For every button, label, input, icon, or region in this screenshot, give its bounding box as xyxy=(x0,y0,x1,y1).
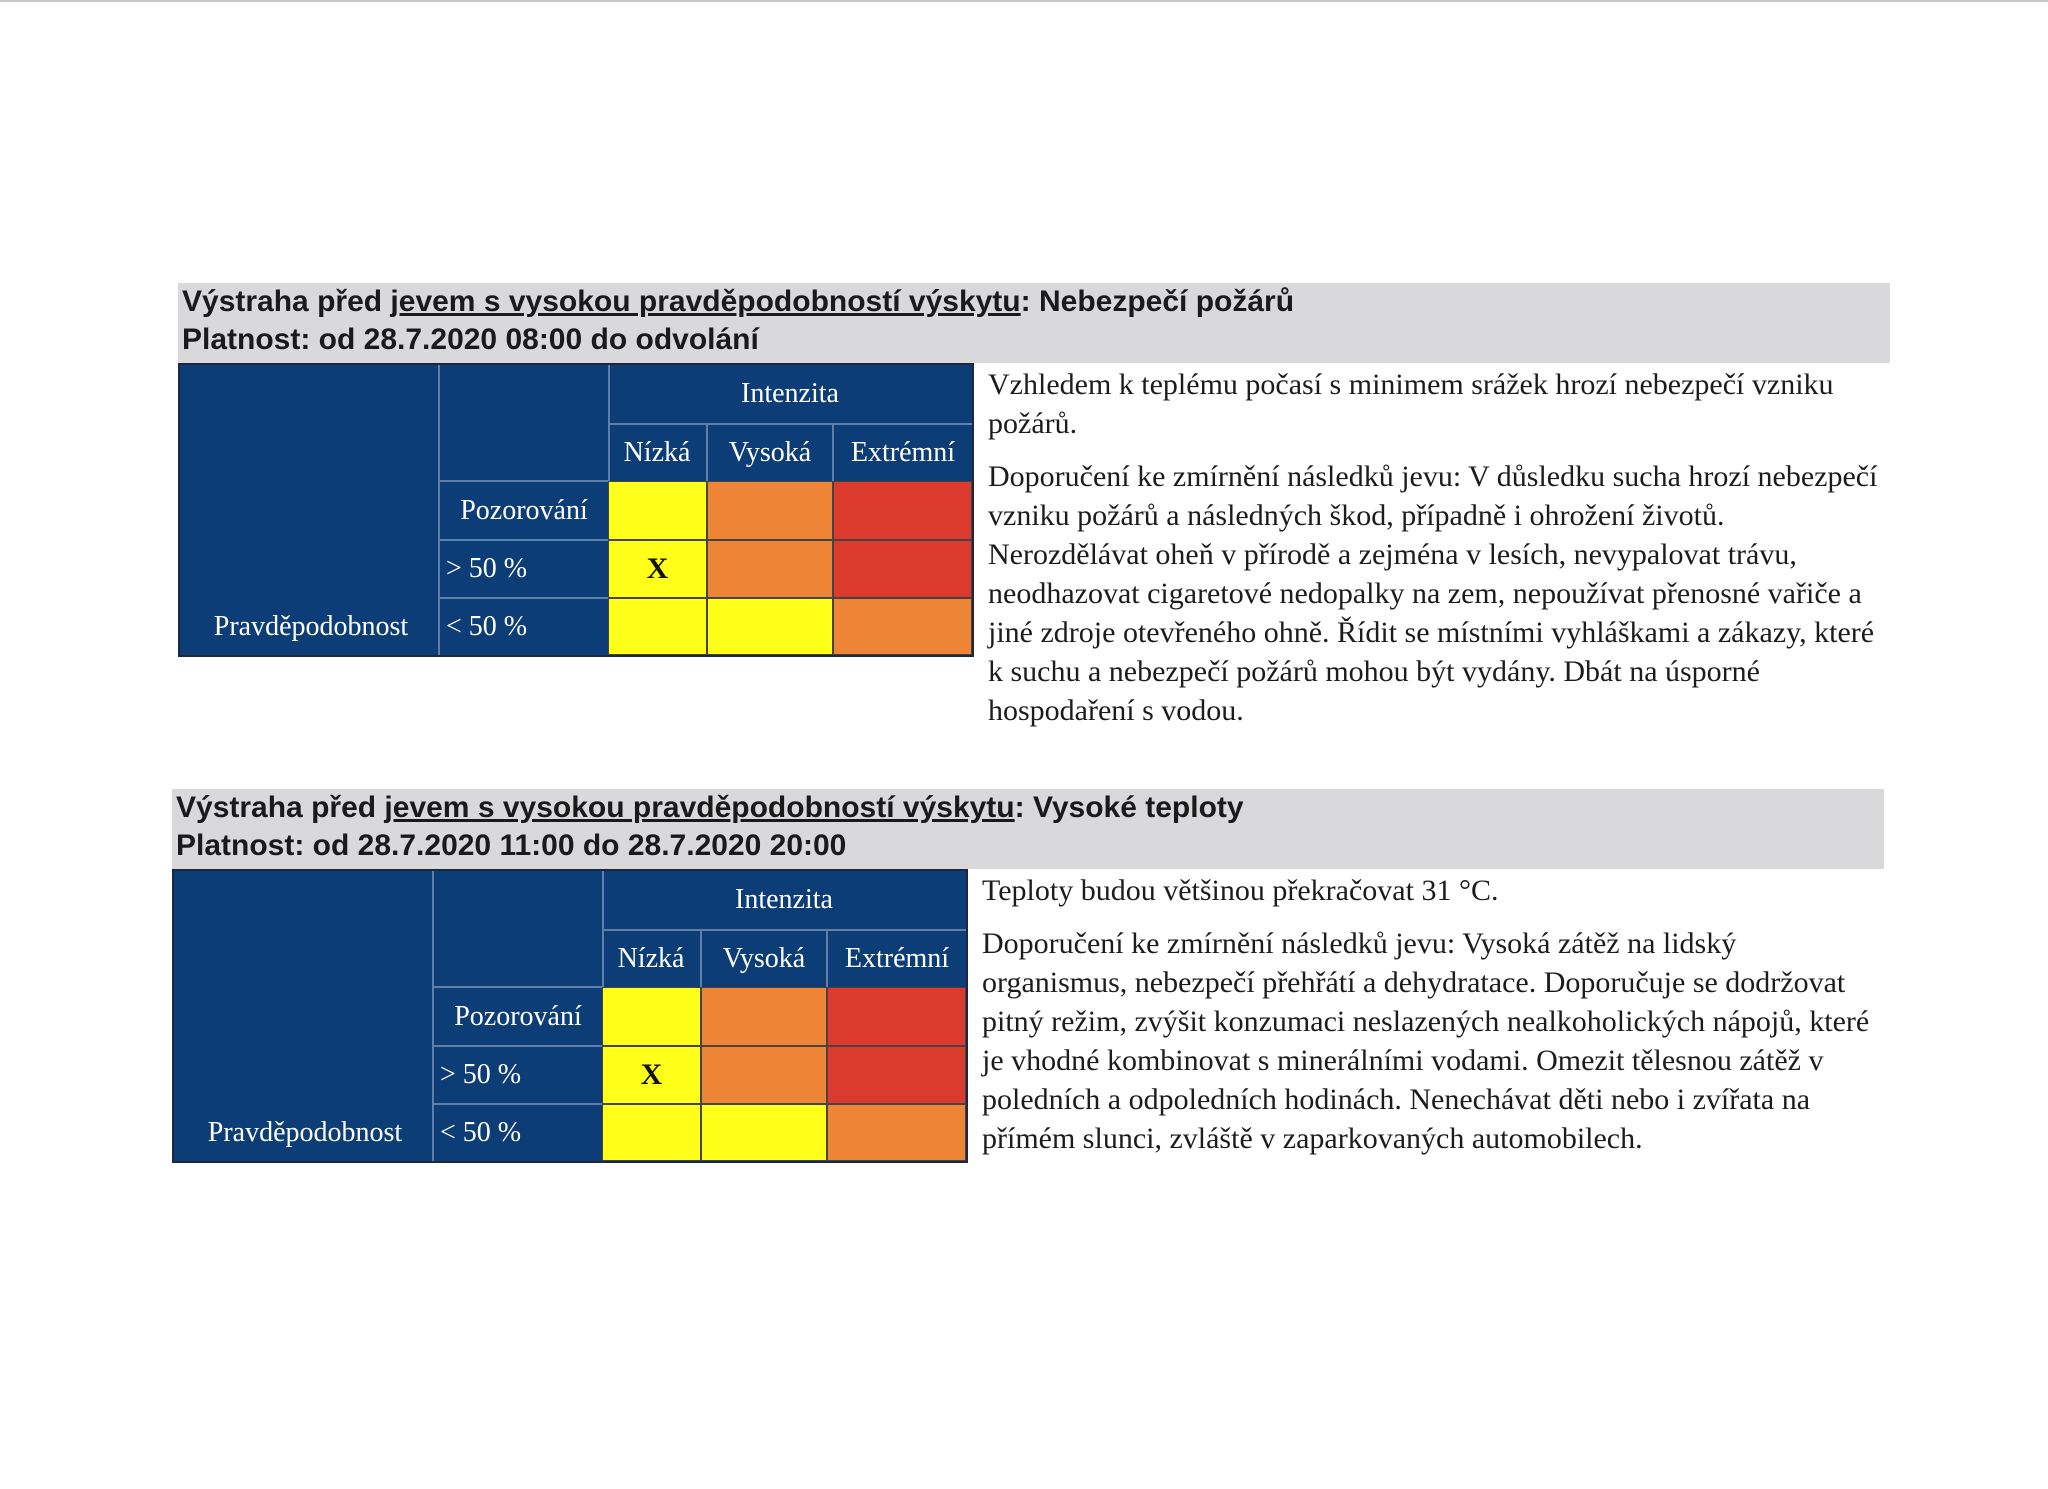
situation-text: Vzhledem k teplému počasí s minimem srážek hrozí nebezpečí vzniku požárů. xyxy=(988,368,1834,440)
cell-under50-low xyxy=(608,598,707,655)
cell-under50-low xyxy=(602,1104,701,1161)
cell-over50-extreme xyxy=(833,540,972,598)
warning-fire xyxy=(178,283,1890,727)
column-high: Vysoká xyxy=(722,942,806,974)
intensity-label: Intenzita xyxy=(741,378,839,409)
cell-under50-high xyxy=(701,1104,827,1161)
title-link[interactable]: jevem s vysokou pravděpodobností výskytu xyxy=(384,791,1015,824)
probability-label: Pravděpodobnost xyxy=(213,611,409,642)
warning-validity: Platnost: od 28.7.2020 08:00 do odvolání xyxy=(182,323,759,356)
warning-description xyxy=(982,871,1882,1172)
row-over-50: > 50 % xyxy=(446,553,528,584)
title-suffix: : Vysoké teploty xyxy=(1014,791,1244,824)
cell-observed-low xyxy=(602,987,701,1046)
warning-title xyxy=(176,789,1884,827)
intensity-label: Intenzita xyxy=(735,884,833,915)
warning-validity: Platnost: od 28.7.2020 11:00 do 28.7.2020 20:00 xyxy=(176,829,847,862)
warning-description xyxy=(988,365,1888,744)
situation-text: Teploty budou většinou překračovat 31 °C. xyxy=(982,874,1499,907)
probability-label: Pravděpodobnost xyxy=(207,1117,403,1148)
recommendation-text: Doporučení ke zmírnění následků jevu: Vysoká zátěž na lidský organismus, nebezpečí přehřátí a dehydratace. Doporučuje se dodržovat pitný režim, zvýšit konzumaci neslazených nealkoholických nápojů, které je vhodné kombinovat s minerálními vodami. Omezit tělesnou zátěž v poledních a odpoledních hodinách. Nenechávat děti nebo i zvířata na přímém slunci, zvláště v zaparkovaných automobilech. xyxy=(982,927,1870,1155)
cell-observed-high xyxy=(701,987,827,1046)
recommendation-text: Doporučení ke zmírnění následků jevu: V důsledku sucha hrozí nebezpečí vzniku požárů a následných škod, případně i ohrožení životů. Nerozdělávat oheň v přírodě a zejména v lesích, nevypalovat trávu, neodhazovat cigaretové nedopalky na zem, nepoužívat přenosné vařiče a jiné zdroje otevřeného ohně. Řídit se místními vyhláškami a zákazy, které k suchu a nebezpečí požárů mohou být vydány. Dbát na úsporné hospodaření s vodou. xyxy=(988,460,1878,727)
cell-under50-high xyxy=(707,598,833,655)
row-under-50: < 50 % xyxy=(440,1117,522,1148)
row-over-50: > 50 % xyxy=(440,1059,522,1090)
title-prefix: Výstraha před xyxy=(182,285,391,318)
title-link[interactable]: jevem s vysokou pravděpodobností výskytu xyxy=(390,285,1021,318)
title-prefix: Výstraha před xyxy=(176,791,385,824)
warning-header xyxy=(178,283,1890,363)
row-observed: Pozorování xyxy=(460,494,588,526)
cell-over50-low-marked: X xyxy=(608,540,707,598)
title-suffix: : Nebezpečí požárů xyxy=(1020,285,1295,318)
cell-over50-high xyxy=(701,1046,827,1104)
page-top-edge xyxy=(0,0,2048,2)
cell-observed-high xyxy=(707,481,833,540)
column-extreme: Extrémní xyxy=(844,942,950,974)
row-observed: Pozorování xyxy=(454,1000,582,1032)
column-high: Vysoká xyxy=(728,436,812,468)
column-low: Nízká xyxy=(623,436,691,468)
cell-over50-low-marked: X xyxy=(602,1046,701,1104)
column-low: Nízká xyxy=(617,942,685,974)
risk-matrix xyxy=(178,363,974,657)
warning-title xyxy=(182,283,1890,321)
cell-under50-extreme xyxy=(827,1104,966,1161)
warning-header xyxy=(172,789,1884,869)
cell-under50-extreme xyxy=(833,598,972,655)
cell-observed-low xyxy=(608,481,707,540)
warning-high-temperatures xyxy=(172,789,1884,1155)
cell-observed-extreme xyxy=(833,481,972,540)
risk-matrix xyxy=(172,869,968,1163)
row-under-50: < 50 % xyxy=(446,611,528,642)
column-extreme: Extrémní xyxy=(850,436,956,468)
cell-over50-high xyxy=(707,540,833,598)
cell-over50-extreme xyxy=(827,1046,966,1104)
cell-observed-extreme xyxy=(827,987,966,1046)
